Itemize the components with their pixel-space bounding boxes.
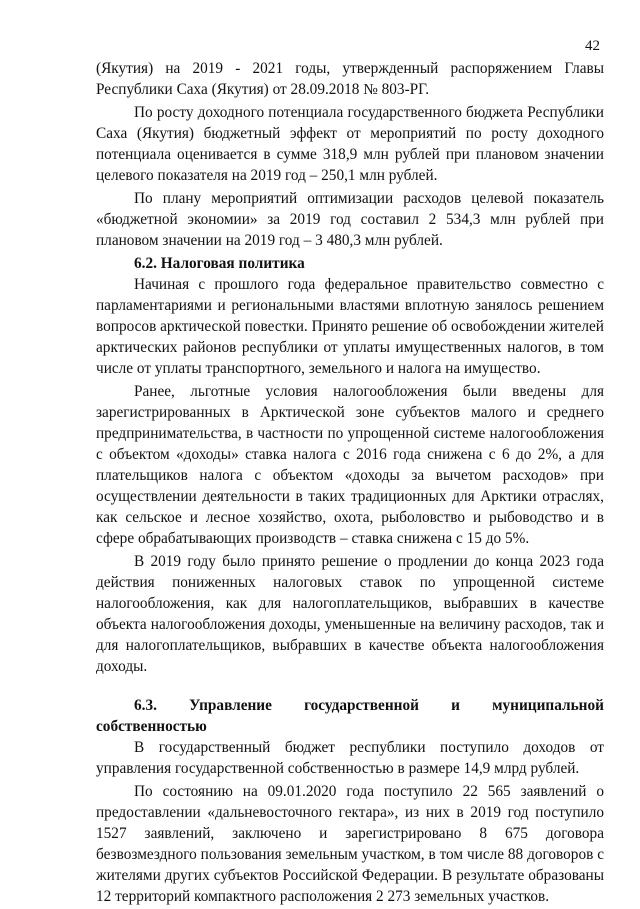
paragraph-continuation: (Якутия) на 2019 - 2021 годы, утвержденный распоряжением Главы Республики Саха (Якутия) от 28.09.2018 № 803-РГ. xyxy=(96,60,604,98)
heading-word: муниципальной xyxy=(492,697,604,714)
paragraph-arctic-agenda: Начиная с прошлого года федеральное правительство совместно с парламентариями и региональными властями вплотную занялось решением вопросов арктической повестки. Принято решение об освобождении жителей арктических районов республики от уплаты имущественных налогов, в том числе от уплаты транспортного, земельного и налога на имущество. xyxy=(96,276,604,377)
paragraph-state-property-income: В государственный бюджет республики поступило доходов от управления государственной собственностью в размере 14,9 млрд рублей. xyxy=(96,739,604,777)
document-body xyxy=(96,58,604,909)
heading-line-2: собственностью xyxy=(96,718,207,735)
page-number: 42 xyxy=(585,38,600,54)
heading-word: государственной xyxy=(304,697,419,714)
paragraph-far-east-hectare: По состоянию на 09.01.2020 года поступило 22 565 заявлений о предоставлении «дальневосточного гектара», из них в 2019 год поступило 1527 заявлений, заключено и зарегистрировано 8 675 договора безвозмездного пользования земельным участком, в том числе 88 договоров с жителями других субъектов Российской Федерации. В результате образованы 12 территорий компактного расположения 2 273 земельных участков. xyxy=(96,783,604,905)
section-heading-property-management xyxy=(96,695,604,737)
heading-word: 6.3. xyxy=(134,697,157,714)
heading-line-1 xyxy=(96,695,604,716)
paragraph-tax-benefits: Ранее, льготные условия налогообложения были введены для зарегистрированных в Арктической зоне субъектов малого и среднего предпринимательства, в частности по упрощенной системе налогообложения с объектом «доходы» ставка налога с 2016 года снижена с 6 до 2%, а для плательщиков налога с объектом «доходы за вычетом расходов» при осуществлении деятельности в таких традиционных для Арктики отраслях, как сельское и лесное хозяйство, охота, рыболовство и рыбоводство и в сфере обрабатывающих производств – ставка снижена с 15 до 5%. xyxy=(96,383,604,547)
heading-word: и xyxy=(451,697,460,714)
paragraph-expense-optimization: По плану мероприятий оптимизации расходов целевой показатель «бюджетной экономии» за 2019 год составил 2 534,3 млн рублей при плановом значении на 2019 год – 3 480,3 млн рублей. xyxy=(96,190,604,249)
heading-word: Управление xyxy=(189,697,272,714)
paragraph-tax-extension: В 2019 году было принято решение о продлении до конца 2023 года действия пониженных налоговых ставок по упрощенной системе налогообложения, как для налогоплательщиков, выбравших в качестве объекта налогообложения доходы, уменьшенные на величину расходов, так и для налогоплательщиков, выбравших в качестве объекта налогообложения доходы. xyxy=(96,553,604,675)
section-heading-tax-policy: 6.2. Налоговая политика xyxy=(134,255,305,272)
paragraph-revenue-potential: По росту доходного потенциала государственного бюджета Республики Саха (Якутия) бюджетный эффект от мероприятий по росту доходного потенциала оценивается в сумме 318,9 млн рублей при плановом значении целевого показателя на 2019 год – 250,1 млн рублей. xyxy=(96,104,604,184)
